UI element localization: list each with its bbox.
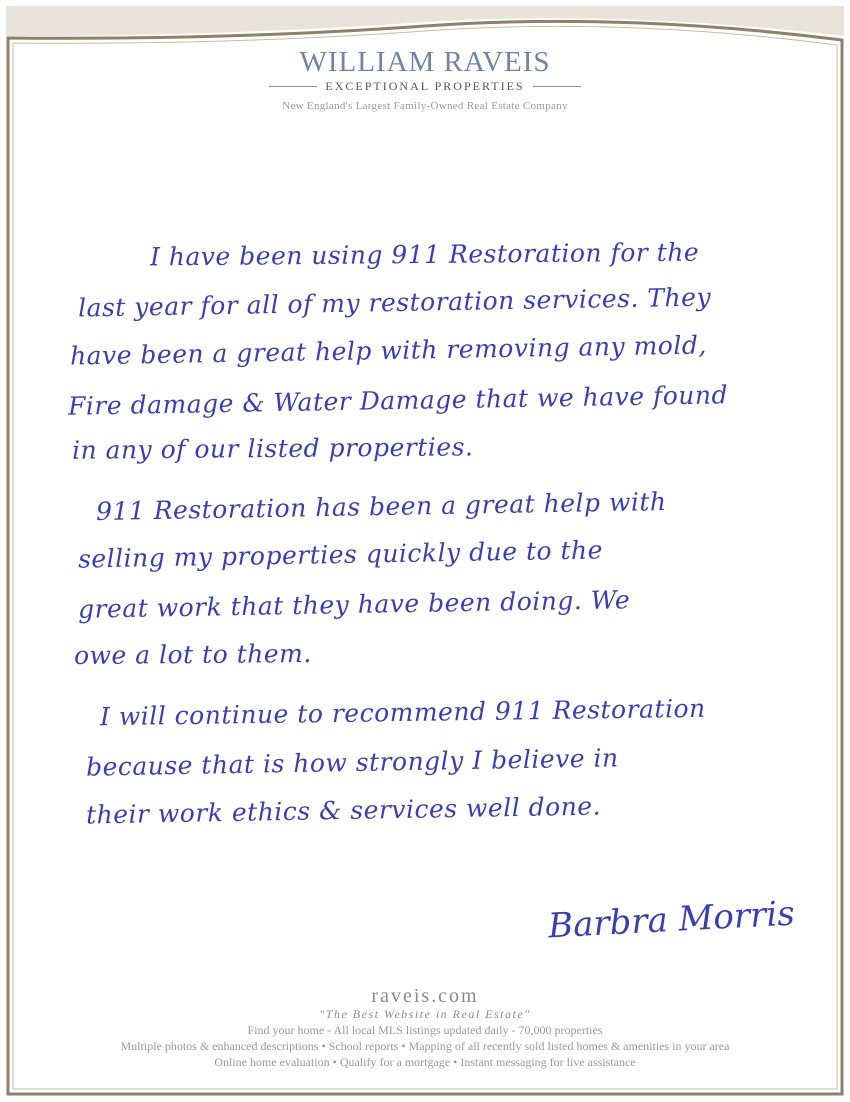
- brand-name: WILLIAM RAVEIS: [299, 46, 551, 78]
- letter-line: great work that they have been doing. We: [77, 585, 631, 624]
- letter-line: last year for all of my restoration services. They: [77, 282, 712, 323]
- footer-line: Find your home - All local MLS listings updated daily - 70,000 properties: [247, 1023, 603, 1037]
- footer: [0, 985, 850, 1070]
- footer-line: Multiple photos & enhanced descriptions • School reports • Mapping of all recently sold listed homes & amenities in your area: [120, 1039, 730, 1053]
- letter-line: have been a great help with removing any mold,: [69, 330, 708, 371]
- letter-line: 911 Restoration has been a great help with: [95, 487, 667, 526]
- letter-line: Fire damage & Water Damage that we have found: [67, 380, 729, 421]
- letter-line: because that is how strongly I believe in: [85, 743, 619, 782]
- footer-line: Online home evaluation • Qualify for a mortgage • Instant messaging for live assistance: [214, 1055, 636, 1069]
- brand-tagline: New England's Largest Family-Owned Real Estate Company: [282, 100, 568, 112]
- footer-slogan: "The Best Website in Real Estate": [319, 1007, 531, 1021]
- letter-line: selling my properties quickly due to the: [77, 535, 604, 574]
- footer-website: raveis.com: [371, 985, 479, 1007]
- brand-subtitle: EXCEPTIONAL PROPERTIES: [325, 79, 525, 93]
- signature: Barbra Morris: [547, 893, 796, 947]
- letter-line: I will continue to recommend 911 Restoration: [99, 693, 706, 732]
- letter-line: owe a lot to them.: [73, 638, 312, 671]
- letter-line: in any of our listed properties.: [71, 432, 474, 465]
- letter-line: their work ethics & services well done.: [85, 791, 602, 830]
- letter-line: I have been using 911 Restoration for the: [149, 237, 700, 272]
